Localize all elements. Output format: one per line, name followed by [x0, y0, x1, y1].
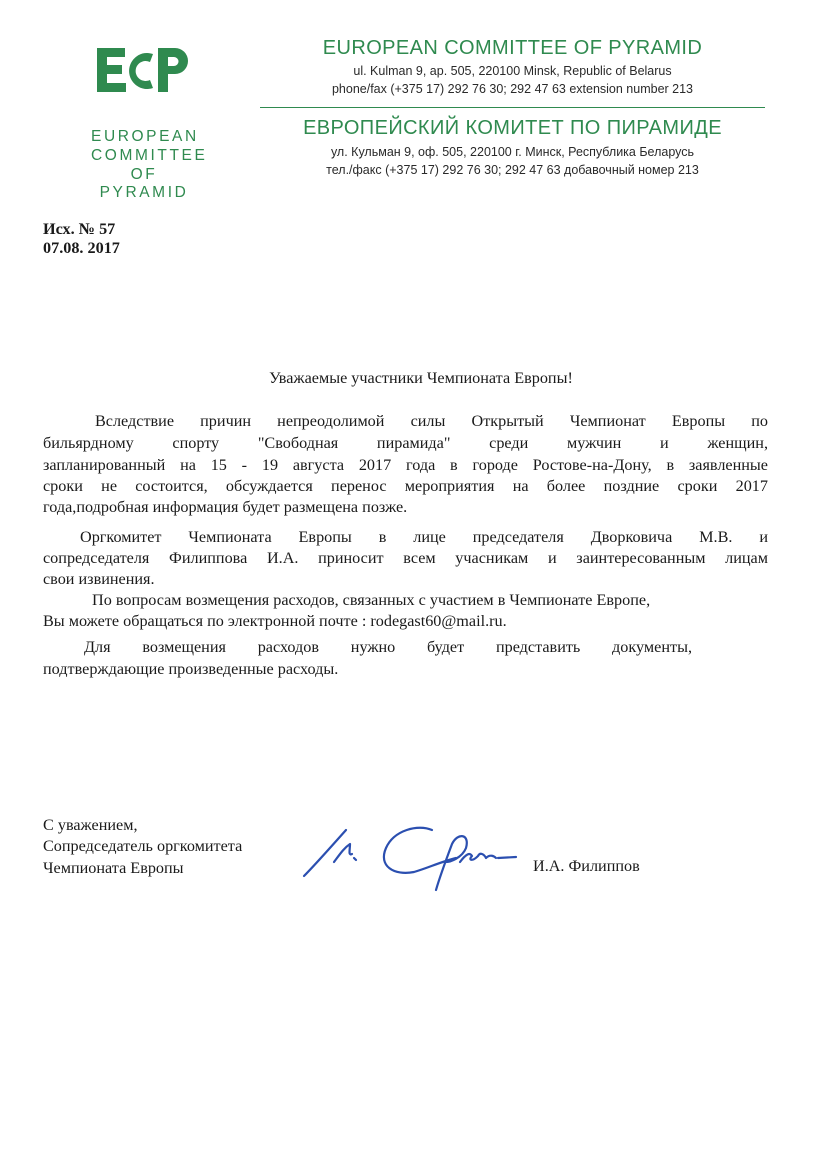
- header-en-address: ul. Kulman 9, ap. 505, 220100 Minsk, Republic of Belarus: [353, 64, 672, 78]
- closing-line-2: Сопредседатель оргкомитета: [43, 837, 243, 855]
- p3-line-1: По вопросам возмещения расходов, связанных с участием в Чемпионате Европе,: [92, 591, 651, 609]
- p3-line-2: Вы можете обращаться по электронной почте : rodegast60@mail.ru.: [43, 612, 507, 630]
- salutation: Уважаемые участники Чемпионата Европы!: [269, 369, 573, 387]
- logo-line-2: COMMITTEE: [91, 147, 208, 164]
- p2-line-2: сопредседателя Филиппова И.А. приносит всем учасникам и заинтересованным лицам: [43, 549, 768, 567]
- p1-line-4: сроки не состоится, обсуждается перенос мероприятия на более поздние сроки 2017: [43, 477, 768, 495]
- p1-line-2: бильярдному спорту "Свободная пирамида" среди мужчин и женщин,: [43, 434, 768, 452]
- logo-line-3: OF PYRAMID: [99, 166, 189, 201]
- header-divider: [260, 107, 765, 108]
- handwritten-signature: [300, 818, 525, 903]
- p2-line-1: Оргкомитет Чемпионата Европы в лице председателя Дворковича М.В. и: [80, 528, 768, 546]
- ecp-logo-mark: [95, 42, 195, 104]
- header-ru-phone: тел./факс (+375 17) 292 76 30; 292 47 63 добавочный номер 213: [326, 163, 699, 177]
- ref-date: 07.08. 2017: [43, 239, 120, 257]
- signatory-name: И.А. Филиппов: [533, 857, 640, 875]
- p1-line-1: Вследствие причин непреодолимой силы Открытый Чемпионат Европы по: [95, 412, 768, 430]
- header-ru-address: ул. Кульман 9, оф. 505, 220100 г. Минск, Республика Беларусь: [330, 145, 695, 159]
- ref-number: Исх. № 57: [43, 220, 116, 238]
- p1-line-5: года,подробная информация будет размещена позже.: [43, 498, 408, 516]
- logo-line-1: EUROPEAN: [91, 128, 199, 145]
- header-en-phone: phone/fax (+375 17) 292 76 30; 292 47 63 extension number 213: [331, 82, 694, 96]
- p4-line-2: подтверждающие произведенные расходы.: [43, 660, 339, 678]
- header-en-title: EUROPEAN COMMITTEE OF PYRAMID: [322, 37, 703, 59]
- header-ru-title: ЕВРОПЕЙСКИЙ КОМИТЕТ ПО ПИРАМИДЕ: [303, 117, 722, 139]
- p2-line-3: свои извинения.: [43, 570, 155, 588]
- closing-line-3: Чемпионата Европы: [43, 859, 184, 877]
- closing-line-1: С уважением,: [43, 816, 138, 834]
- p1-line-3: запланированный на 15 - 19 августа 2017 года в городе Ростове-на-Дону, в заявленные: [43, 456, 768, 474]
- committee-logo: [91, 42, 208, 201]
- p4-line-1: Для возмещения расходов нужно будет представить документы,: [84, 638, 692, 656]
